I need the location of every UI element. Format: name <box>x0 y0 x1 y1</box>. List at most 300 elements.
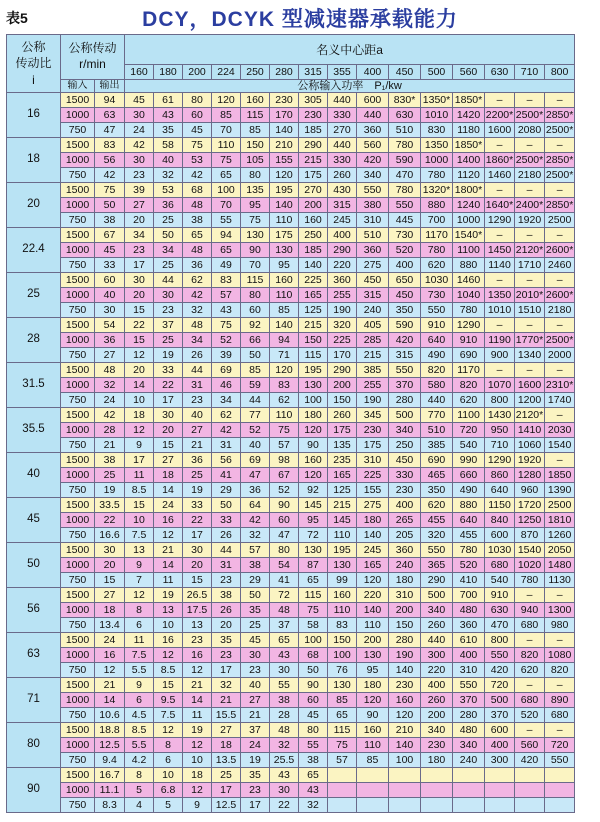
power-cell: 1510 <box>515 303 545 318</box>
power-cell: 19 <box>183 723 212 738</box>
power-cell: 690 <box>453 348 485 363</box>
power-cell: 440 <box>357 108 389 123</box>
output-speed-cell: 24 <box>95 633 125 648</box>
power-cell: 910 <box>421 318 453 333</box>
power-cell: 5 <box>125 783 154 798</box>
power-cell: 230 <box>389 678 421 693</box>
output-speed-cell: 27 <box>95 348 125 363</box>
table-row <box>7 183 600 198</box>
power-cell: 62 <box>183 273 212 288</box>
power-cell: 230 <box>270 93 299 108</box>
power-cell: 260 <box>421 618 453 633</box>
power-cell: 98 <box>270 453 299 468</box>
power-cell: 1920 <box>515 453 545 468</box>
power-cell: 280 <box>389 393 421 408</box>
power-cell: 71 <box>270 348 299 363</box>
power-cell: 45 <box>125 93 154 108</box>
table-row <box>7 648 600 663</box>
table-row <box>7 123 600 138</box>
output-speed-cell: 16.6 <box>95 528 125 543</box>
power-cell: 130 <box>357 648 389 663</box>
power-cell: 520 <box>453 558 485 573</box>
power-cell: 1350* <box>421 93 453 108</box>
power-cell: – <box>515 183 545 198</box>
power-cell: 23 <box>212 648 241 663</box>
power-cell: 200 <box>357 633 389 648</box>
power-cell: 465 <box>421 468 453 483</box>
table-row <box>7 513 600 528</box>
power-cell: 370 <box>389 378 421 393</box>
power-cell: 360 <box>357 243 389 258</box>
table-row <box>7 753 600 768</box>
input-speed-cell: 1000 <box>61 468 95 483</box>
power-cell: 880 <box>421 198 453 213</box>
power-cell: 7.5 <box>125 648 154 663</box>
power-cell: 13.5 <box>212 753 241 768</box>
distance-header-cell: 400 <box>357 65 389 80</box>
power-cell: 23 <box>212 573 241 588</box>
power-cell: 29 <box>212 483 241 498</box>
power-cell: 470 <box>485 618 515 633</box>
power-cell: 32 <box>241 528 270 543</box>
power-cell: 42 <box>183 168 212 183</box>
power-cell: 2500 <box>545 498 575 513</box>
table-row <box>7 423 600 438</box>
power-cell: 95 <box>270 258 299 273</box>
speed-header-label: 公称传动 <box>68 41 117 56</box>
power-cell: 5.5 <box>125 738 154 753</box>
power-cell: 55 <box>270 678 299 693</box>
power-cell: 80 <box>241 168 270 183</box>
power-cell: 15 <box>125 303 154 318</box>
input-speed-cell: 1500 <box>61 678 95 693</box>
table-row <box>7 138 600 153</box>
table-row <box>7 198 600 213</box>
power-cell: 7.5 <box>125 528 154 543</box>
power-cell: 17 <box>241 798 270 813</box>
distance-header-cell: 710 <box>515 65 545 80</box>
input-speed-cell: 1500 <box>61 408 95 423</box>
power-cell: 175 <box>328 423 357 438</box>
power-cell: 2500 <box>545 213 575 228</box>
power-cell: 135 <box>328 438 357 453</box>
power-cell: 120 <box>389 708 421 723</box>
power-cell: 44 <box>154 273 183 288</box>
power-cell: 780 <box>453 543 485 558</box>
power-cell: 2120* <box>515 408 544 421</box>
power-cell <box>515 798 545 813</box>
power-cell: 275 <box>357 498 389 513</box>
power-cell: 70 <box>212 198 241 213</box>
power-cell: 34 <box>183 333 212 348</box>
power-cell: 200 <box>421 708 453 723</box>
power-cell: 45 <box>299 708 328 723</box>
power-cell: 610 <box>453 633 485 648</box>
power-cell: 85 <box>241 363 270 378</box>
power-cell: 445 <box>389 213 421 228</box>
table-row <box>7 438 600 453</box>
power-cell: 33 <box>183 498 212 513</box>
power-cell: 72 <box>270 588 299 603</box>
distance-header-cell: 180 <box>154 65 183 80</box>
ratio-cell: 40 <box>7 453 61 498</box>
power-cell: 680 <box>545 708 575 723</box>
power-cell: 770 <box>421 408 453 423</box>
power-cell: 800 <box>485 633 515 648</box>
ratio-header-line-1: 公称 <box>21 40 46 55</box>
power-cell: 23 <box>241 663 270 678</box>
power-cell: 20 <box>154 423 183 438</box>
input-speed-cell: 1500 <box>61 498 95 513</box>
power-cell: 275 <box>357 258 389 273</box>
power-cell: 28 <box>270 708 299 723</box>
input-speed-cell: 750 <box>61 303 95 318</box>
output-speed-cell: 16 <box>95 648 125 663</box>
input-speed-cell: 750 <box>61 528 95 543</box>
power-cell: 83 <box>328 618 357 633</box>
power-cell: 94 <box>212 228 241 243</box>
power-cell: 880 <box>453 498 485 513</box>
power-cell <box>328 798 357 813</box>
power-cell: 960 <box>515 483 545 498</box>
power-cell: 38 <box>241 558 270 573</box>
power-cell: 280 <box>453 708 485 723</box>
power-cell: 450 <box>357 273 389 288</box>
power-cell: 310 <box>357 453 389 468</box>
power-cell: 80 <box>270 543 299 558</box>
power-cell: 160 <box>299 213 328 228</box>
power-cell: 34 <box>125 228 154 243</box>
power-cell: 260 <box>328 168 357 183</box>
power-cell: 4.2 <box>125 753 154 768</box>
power-cell: 290 <box>328 243 357 258</box>
power-cell: 1100 <box>453 243 485 258</box>
power-cell: 26 <box>212 528 241 543</box>
power-cell: 440 <box>421 393 453 408</box>
power-cell: 58 <box>299 618 328 633</box>
power-cell: 175 <box>357 438 389 453</box>
table-row <box>7 573 600 588</box>
power-cell: 450 <box>389 288 421 303</box>
power-cell: 400 <box>453 648 485 663</box>
power-cell: 990 <box>453 453 485 468</box>
power-cell: 95 <box>357 663 389 678</box>
power-cell: 600 <box>357 93 389 108</box>
power-cell: 150 <box>389 618 421 633</box>
power-cell: 57 <box>270 438 299 453</box>
power-cell: 50 <box>241 588 270 603</box>
power-cell: – <box>485 138 515 153</box>
power-cell: 18 <box>154 468 183 483</box>
ratio-cell: 25 <box>7 273 61 318</box>
power-cell: 550 <box>421 543 453 558</box>
power-cell: 18 <box>183 768 212 783</box>
power-cell: 240 <box>453 753 485 768</box>
power-cell: 1030 <box>485 543 515 558</box>
power-cell: 39 <box>212 348 241 363</box>
power-cell: 1740 <box>545 393 575 408</box>
power-cell: – <box>485 273 515 288</box>
power-cell: 550 <box>545 753 575 768</box>
power-cell: – <box>515 273 545 288</box>
power-cell: 23 <box>183 633 212 648</box>
power-cell: 520 <box>515 708 545 723</box>
power-cell: 430 <box>328 183 357 198</box>
power-cell: 110 <box>328 528 357 543</box>
power-cell: – <box>515 363 545 378</box>
power-cell: 500 <box>421 588 453 603</box>
power-cell: 550 <box>485 648 515 663</box>
power-cell: 12 <box>154 648 183 663</box>
power-cell: 21 <box>183 678 212 693</box>
power-cell: 155 <box>270 153 299 168</box>
ratio-cell: 63 <box>7 633 61 678</box>
power-cell: 1600 <box>515 378 545 393</box>
power-cell: 620 <box>421 258 453 273</box>
power-cell: 50 <box>299 663 328 678</box>
power-cell: – <box>545 138 575 153</box>
power-cell: 120 <box>270 168 299 183</box>
output-speed-cell: 54 <box>95 318 125 333</box>
power-cell: 2180 <box>515 168 545 183</box>
power-cell: – <box>515 93 545 108</box>
power-cell: 95 <box>241 198 270 213</box>
table-row <box>7 258 600 273</box>
power-cell: 1140 <box>485 258 515 273</box>
power-cell: 85 <box>270 303 299 318</box>
power-cell: 40 <box>241 678 270 693</box>
power-cell: 340 <box>453 738 485 753</box>
power-cell: 27 <box>154 453 183 468</box>
output-speed-cell: 56 <box>95 153 125 168</box>
power-cell: 2180 <box>545 303 575 318</box>
power-cell: 43 <box>270 648 299 663</box>
power-cell: – <box>485 183 515 198</box>
power-cell: 890 <box>545 693 575 708</box>
power-cell: 12 <box>125 423 154 438</box>
power-cell: 15 <box>125 498 154 513</box>
power-cell: 13 <box>125 543 154 558</box>
input-speed-cell: 1000 <box>61 288 95 303</box>
input-speed-cell: 750 <box>61 168 95 183</box>
power-cell: 105 <box>241 153 270 168</box>
input-speed-cell: 1500 <box>61 228 95 243</box>
distance-header-cell: 224 <box>212 65 241 80</box>
power-cell: 560 <box>357 138 389 153</box>
input-speed-cell: 1500 <box>61 588 95 603</box>
power-cell: 75 <box>299 603 328 618</box>
output-speed-cell: 30 <box>95 303 125 318</box>
power-cell: 620 <box>515 663 545 678</box>
input-speed-cell: 1000 <box>61 243 95 258</box>
power-cell: 6.8 <box>154 783 183 798</box>
power-cell: 20 <box>212 618 241 633</box>
power-cell: 1010 <box>485 303 515 318</box>
capacity-table <box>6 34 600 813</box>
power-cell: 700 <box>453 588 485 603</box>
power-cell: 250 <box>299 228 328 243</box>
power-cell: 1290 <box>453 318 485 333</box>
power-cell: 330 <box>328 108 357 123</box>
ratio-cell: 31.5 <box>7 363 61 408</box>
power-cell <box>515 768 545 783</box>
power-cell: 37 <box>241 723 270 738</box>
power-cell: 25 <box>241 618 270 633</box>
power-cell: – <box>485 93 515 108</box>
output-speed-cell: 83 <box>95 138 125 153</box>
table-row <box>7 273 600 288</box>
power-cell: 115 <box>328 723 357 738</box>
power-cell <box>389 768 421 783</box>
power-cell: – <box>515 138 545 153</box>
power-cell: 1600 <box>485 123 515 138</box>
table-row <box>7 468 600 483</box>
power-cell: 2120* <box>515 243 544 256</box>
power-cell: 400 <box>328 228 357 243</box>
power-cell: 150 <box>328 393 357 408</box>
power-cell: 160 <box>299 453 328 468</box>
power-cell: 4 <box>125 798 154 813</box>
power-cell <box>453 798 485 813</box>
power-cell: 820 <box>545 663 575 678</box>
table-row <box>7 303 600 318</box>
ratio-cell: 16 <box>7 93 61 138</box>
power-cell: 165 <box>328 468 357 483</box>
power-cell: 76 <box>328 663 357 678</box>
ratio-cell: 28 <box>7 318 61 363</box>
table-label: 表5 <box>6 10 28 26</box>
power-cell: 180 <box>357 678 389 693</box>
power-cell: 95 <box>299 513 328 528</box>
power-cell: 60 <box>241 303 270 318</box>
input-speed-cell: 750 <box>61 663 95 678</box>
power-cell: 195 <box>270 183 299 198</box>
power-cell: 17.5 <box>183 603 212 618</box>
power-cell: 12 <box>154 528 183 543</box>
power-cell: 12 <box>183 738 212 753</box>
power-cell: 67 <box>270 468 299 483</box>
table-row <box>7 228 600 243</box>
power-cell: 44 <box>212 543 241 558</box>
power-cell: 12 <box>125 348 154 363</box>
power-cell: 720 <box>453 423 485 438</box>
power-cell: 255 <box>328 288 357 303</box>
power-cell: 270 <box>299 183 328 198</box>
power-cell: 17 <box>212 663 241 678</box>
power-cell: 25 <box>154 213 183 228</box>
power-cell: 520 <box>389 243 421 258</box>
speed-header <box>61 35 125 80</box>
power-cell: 140 <box>389 738 421 753</box>
power-cell: 1460 <box>453 273 485 288</box>
power-cell: 16 <box>154 633 183 648</box>
power-cell: 17 <box>212 783 241 798</box>
table-row <box>7 483 600 498</box>
power-cell: 440 <box>421 633 453 648</box>
distance-header-cell: 500 <box>421 65 453 80</box>
power-cell: 195 <box>299 363 328 378</box>
power-cell: 1850* <box>453 138 485 153</box>
input-speed-cell: 750 <box>61 708 95 723</box>
output-speed-cell: 42 <box>95 408 125 423</box>
power-cell: 1540* <box>453 228 485 243</box>
power-cell: 1710 <box>515 258 545 273</box>
power-cell: 125 <box>328 483 357 498</box>
power-cell: 280 <box>389 633 421 648</box>
power-cell: 240 <box>357 303 389 318</box>
power-cell: – <box>545 408 575 423</box>
output-speed-cell: 21 <box>95 678 125 693</box>
power-cell: 65 <box>270 633 299 648</box>
input-speed-cell: 750 <box>61 798 95 813</box>
power-cell: – <box>545 633 575 648</box>
power-cell: 41 <box>212 468 241 483</box>
power-cell: 590 <box>389 318 421 333</box>
power-cell: 140 <box>357 528 389 543</box>
power-cell: 1350 <box>485 288 515 303</box>
power-cell: 10 <box>154 768 183 783</box>
power-cell: 8 <box>154 738 183 753</box>
power-cell: 2600* <box>545 288 574 301</box>
power-cell: 1070 <box>485 378 515 393</box>
power-cell: 12 <box>183 663 212 678</box>
power-cell: 720 <box>545 738 575 753</box>
power-cell: 83 <box>270 378 299 393</box>
power-cell: 75 <box>183 138 212 153</box>
power-cell: 110 <box>212 138 241 153</box>
power-cell: 12.5 <box>212 798 241 813</box>
power-cell: 110 <box>328 603 357 618</box>
power-cell: 16 <box>183 648 212 663</box>
power-cell: 800 <box>485 393 515 408</box>
power-cell: 8.5 <box>125 723 154 738</box>
ratio-cell: 56 <box>7 588 61 633</box>
power-cell: 94 <box>270 333 299 348</box>
power-cell: 11 <box>125 468 154 483</box>
distance-header-cell: 160 <box>125 65 154 80</box>
power-cell: 6 <box>154 753 183 768</box>
power-cell: 48 <box>183 318 212 333</box>
power-cell: 60 <box>299 693 328 708</box>
power-cell: 35 <box>241 768 270 783</box>
power-cell: 150 <box>328 633 357 648</box>
power-cell: 140 <box>299 258 328 273</box>
power-cell: 20 <box>125 363 154 378</box>
distance-header-cell: 630 <box>485 65 515 80</box>
output-speed-cell: 30 <box>95 543 125 558</box>
power-cell: 1450 <box>485 243 515 258</box>
power-cell: 1200 <box>515 393 545 408</box>
power-cell: 5.5 <box>125 663 154 678</box>
power-cell: 12 <box>125 588 154 603</box>
power-cell: 650 <box>389 273 421 288</box>
power-cell: 50 <box>241 348 270 363</box>
power-cell: 170 <box>328 348 357 363</box>
power-cell: 640 <box>421 333 453 348</box>
table-row <box>7 213 600 228</box>
power-cell: 830 <box>421 123 453 138</box>
power-cell: 205 <box>389 528 421 543</box>
power-cell: 600 <box>485 528 515 543</box>
power-cell: 2460 <box>545 258 575 273</box>
power-cell: 720 <box>485 678 515 693</box>
power-cell: 420 <box>389 333 421 348</box>
power-cell: 44 <box>183 363 212 378</box>
output-speed-cell: 33 <box>95 258 125 273</box>
power-cell: 1350 <box>421 138 453 153</box>
power-cell: 230 <box>357 423 389 438</box>
power-cell: 140 <box>270 123 299 138</box>
